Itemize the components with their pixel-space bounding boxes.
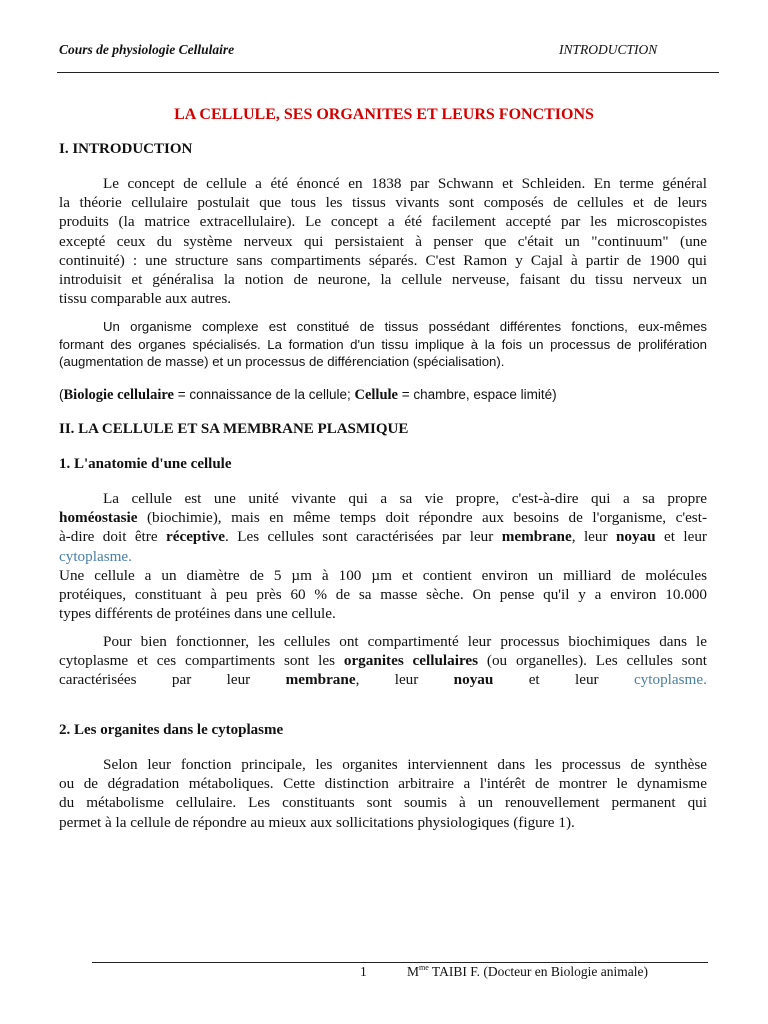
- text-line: Un organisme complexe est constitué de tissus possédant différentes fonctions, eux-mêmes: [103, 319, 707, 334]
- text-line: Pour bien fonctionner, les cellules ont compartimenté leur processus biochimiques dans le: [103, 633, 707, 650]
- text-span: , leur: [571, 528, 616, 546]
- term-organites-cellulaires: organites cellulaires: [343, 652, 479, 670]
- text-span: leur: [574, 671, 599, 689]
- page-number: 1: [360, 964, 367, 979]
- intro-paragraph-2: [59, 318, 707, 371]
- text-span: . Les cellules sont caractérisées par leur: [225, 528, 502, 546]
- text-line: La cellule est une unité vivante qui a sa vie propre, c'est-à-dire qui a sa propre: [103, 490, 707, 507]
- text-line: formant des organes spécialisés. La formation d'un tissu implique à la fois un processus de prolifération: [59, 336, 707, 352]
- text-span: leur: [394, 671, 419, 689]
- text-span: (ou organelles). Les cellules sont: [478, 652, 708, 670]
- term-cytoplasme: cytoplasme: [59, 547, 129, 565]
- text-line: (augmentation de masse) et un processus de différenciation (spécialisation).: [59, 354, 505, 369]
- note-definition-1: = connaissance de la cellule;: [173, 387, 355, 402]
- text-line: protéiques, constituant à peu près 60 % de sa masse sèche. On pense qu'il y a environ 10.000: [59, 586, 707, 604]
- text-line: Le concept de cellule a été énoncé en 1838 par Schwann et Schleiden. En terme général: [103, 175, 707, 192]
- text-line: Selon leur fonction principale, les organites interviennent dans les processus de synthèse: [103, 756, 707, 773]
- section-heading-membrane: II. LA CELLULE ET SA MEMBRANE PLASMIQUE: [59, 421, 409, 437]
- term-noyau-2: noyau: [453, 671, 494, 689]
- header-section-label: INTRODUCTION: [559, 42, 658, 57]
- text-line: ou de dégradation métaboliques. Cette distinction arbitraire a l'intérêt de montrer le dynamisme: [59, 775, 707, 793]
- subsection-heading-anatomy: 1. L'anatomie d'une cellule: [59, 456, 232, 472]
- term-noyau: noyau: [615, 528, 656, 546]
- text-line: [59, 547, 707, 566]
- text-line: la théorie cellulaire postulait que tous les tissus vivants sont composés de cellules et de leurs: [59, 194, 707, 212]
- text-span: cytoplasme et ces compartiments sont les: [59, 652, 344, 670]
- header-divider: [57, 72, 719, 73]
- text-line: types différents de protéines dans une cellule.: [59, 605, 336, 623]
- text-line: produits (la matrice extracellulaire). Le concept a été facilement accepté par les microscopistes: [59, 213, 707, 231]
- text-span: par: [171, 671, 192, 689]
- organites-paragraph-1: [59, 755, 707, 832]
- text-span: caractérisées: [59, 671, 137, 689]
- author-name: TAIBI F. (Docteur en Biologie animale): [428, 964, 648, 979]
- note-definition-2: = chambre, espace limité): [397, 387, 557, 402]
- text-span: et: [528, 671, 540, 689]
- text-span: .: [128, 547, 132, 565]
- footer-author: [407, 964, 648, 980]
- text-span: .: [703, 671, 707, 689]
- note-term-biologie: Biologie cellulaire: [63, 387, 174, 403]
- text-line: tissu comparable aux autres.: [59, 290, 232, 308]
- definition-note: [59, 387, 557, 404]
- author-prefix: M: [407, 964, 420, 979]
- anatomy-paragraph-2: [59, 566, 707, 624]
- footer-divider: [92, 962, 708, 963]
- note-term-cellule: Cellule: [354, 387, 398, 403]
- text-line: permet à la cellule de répondre au mieux aux sollicitations physiologiques (figure 1).: [59, 813, 575, 831]
- term-cytoplasme-2: cytoplasme: [633, 671, 704, 689]
- text-line: Une cellule a un diamètre de 5 µm à 100 µm et contient environ un milliard de molécules: [59, 567, 707, 584]
- text-line: [59, 527, 707, 546]
- author-superscript: me: [419, 963, 429, 972]
- text-line: du métabolisme cellulaire. Les constituants sont soumis à un renouvellement permanent qui: [59, 794, 707, 812]
- page-title: LA CELLULE, SES ORGANITES ET LEURS FONCTIONS: [174, 106, 594, 123]
- text-span: leur: [226, 671, 251, 689]
- term-receptive: réceptive: [165, 528, 225, 546]
- section-heading-introduction: I. INTRODUCTION: [59, 141, 193, 157]
- text-span: à-dire doit être: [59, 528, 166, 546]
- intro-paragraph-1: [59, 174, 707, 308]
- term-membrane-2: membrane: [285, 671, 356, 689]
- text-span: et leur: [655, 528, 707, 546]
- subsection-heading-organites: 2. Les organites dans le cytoplasme: [59, 722, 284, 738]
- text-line: [59, 651, 707, 670]
- term-membrane: membrane: [501, 528, 572, 546]
- text-span: [286, 670, 360, 689]
- text-line: continuité) : une structure sans compartiments séparés. C'est Ramon y Cajal à partir de 1900 qui: [59, 251, 707, 269]
- text-line: introduisit et généralisa la notion de neurone, la cellule nerveuse, faisant du tissu nerveux un: [59, 271, 707, 289]
- text-line: [59, 670, 707, 689]
- text-span: (biochimie), mais en même temps doit répondre aux besoins de l'organisme, c'est-: [137, 509, 707, 527]
- text-span: ,: [355, 671, 360, 689]
- anatomy-paragraph-1: [59, 489, 707, 566]
- header-course-title: Cours de physiologie Cellulaire: [59, 42, 235, 57]
- text-span: [634, 670, 707, 689]
- term-homeostasie: homéostasie: [59, 509, 138, 527]
- text-line: excepté ceux du système nerveux qui persistaient à penser que c'était un "continuum" (une: [59, 232, 707, 250]
- anatomy-paragraph-3: [59, 632, 707, 690]
- note-open-paren: (: [59, 387, 64, 402]
- text-line: [59, 508, 707, 527]
